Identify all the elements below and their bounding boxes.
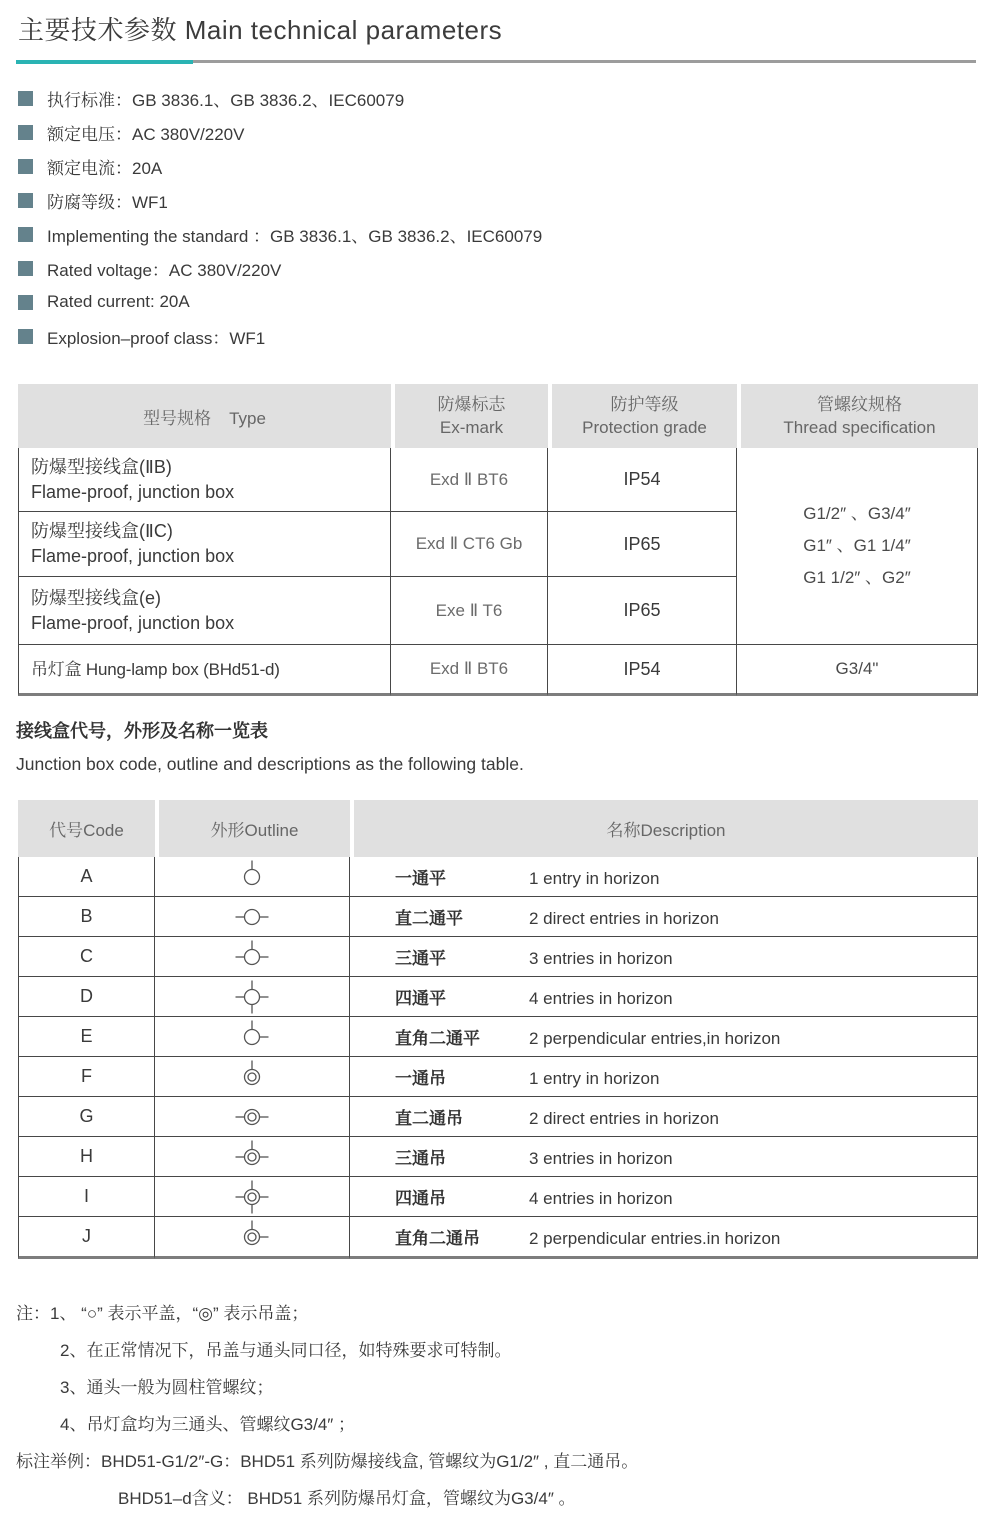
col-header-code: 代号Code <box>18 800 155 857</box>
description-cell <box>350 1177 978 1217</box>
note-line: 2、在正常情况下，吊盖与通头同口径，如特殊要求可特制。 <box>60 1341 512 1360</box>
outline-cell <box>155 857 350 897</box>
description-cell <box>350 1057 978 1097</box>
description-zh: 直角二通平 <box>395 1029 480 1048</box>
outline-cell <box>155 937 350 977</box>
table-row <box>18 1177 978 1217</box>
title-underline <box>16 60 1000 65</box>
protection-cell: IP54 <box>548 448 737 512</box>
protection-cell: IP54 <box>548 645 737 696</box>
outline-cell <box>155 1217 350 1259</box>
description-cell <box>350 857 978 897</box>
spec-item <box>18 251 1000 285</box>
header-en: Type <box>229 408 266 428</box>
outline-cell <box>155 1177 350 1217</box>
note-line: 标注举例：BHD51-G1/2″-G：BHD51 系列防爆接线盒, 管螺纹为G1/2″ , 直二通吊。 <box>16 1452 639 1471</box>
code-cell: J <box>18 1217 155 1259</box>
type-en: Flame-proof, junction box <box>31 612 235 633</box>
code-cell: D <box>18 977 155 1017</box>
description-en: 4 entries in horizon <box>529 989 673 1008</box>
description-en: 3 entries in horizon <box>529 1149 673 1168</box>
spec-item <box>18 183 1000 217</box>
ex-mark-cell: Exd Ⅱ CT6 Gb <box>391 512 548 577</box>
description-cell <box>350 1017 978 1057</box>
col-header-ex-mark <box>391 384 548 448</box>
header-zh: 防护等级 <box>610 395 679 414</box>
section2-title-zh: 接线盒代号，外形及名称一览表 <box>16 721 268 741</box>
technical-parameters-table <box>18 384 978 696</box>
description-zh: 三通平 <box>395 949 446 968</box>
description-zh: 三通吊 <box>395 1149 446 1168</box>
type-en: Flame-proof, junction box <box>31 546 235 566</box>
header-en: Protection grade <box>582 418 707 437</box>
table-header-row <box>18 800 978 857</box>
outline-cell <box>155 1137 350 1177</box>
outline-cell <box>155 897 350 937</box>
junction-outline-icon <box>155 898 349 936</box>
spec-item <box>18 149 1000 183</box>
spec-text: Rated voltage：AC 380V/220V <box>47 260 282 280</box>
code-cell: C <box>18 937 155 977</box>
thread-line: G1 1/2″ 、G2″ <box>803 568 911 587</box>
junction-outline-icon <box>155 1138 349 1176</box>
header-en: Thread specification <box>783 418 936 437</box>
description-en: 2 perpendicular entries,in horizon <box>529 1029 781 1048</box>
table-row <box>18 857 978 897</box>
code-cell: G <box>18 1097 155 1137</box>
description-en: 2 perpendicular entries.in horizon <box>529 1229 781 1248</box>
code-cell: I <box>18 1177 155 1217</box>
note-line: 4、吊灯盒均为三通头、管螺纹G3/4″ ； <box>60 1415 356 1434</box>
description-zh: 直二通平 <box>395 909 463 928</box>
type-cell <box>18 512 391 577</box>
type-cell <box>18 448 391 512</box>
spec-text: Rated current: 20A <box>47 292 190 311</box>
table-header-row <box>18 384 978 448</box>
col-header-outline: 外形Outline <box>155 800 350 857</box>
table-row <box>18 1017 978 1057</box>
table-row <box>18 448 978 512</box>
description-cell <box>350 977 978 1017</box>
code-cell: H <box>18 1137 155 1177</box>
square-bullet-icon <box>18 193 33 208</box>
outline-cell <box>155 1097 350 1137</box>
spec-text: 防腐等级：WF1 <box>47 192 168 212</box>
spec-item <box>18 115 1000 149</box>
spec-item <box>18 319 1000 353</box>
protection-cell: IP65 <box>548 577 737 645</box>
outline-cell <box>155 1057 350 1097</box>
section2-title-en: Junction box code, outline and descriptions as the following table. <box>16 754 524 774</box>
notes-block <box>16 1295 1000 1517</box>
junction-outline-icon <box>155 1058 349 1096</box>
description-en: 4 entries in horizon <box>529 1189 673 1208</box>
square-bullet-icon <box>18 295 33 310</box>
thread-spec-merged-cell <box>737 448 978 645</box>
col-header-description: 名称Description <box>350 800 978 857</box>
page-title: 主要技术参数 Main technical parameters <box>18 15 503 45</box>
type-en: Flame-proof, junction box <box>31 481 235 502</box>
spec-text: 执行标准：GB 3836.1、GB 3836.2、IEC60079 <box>47 90 405 110</box>
description-cell <box>350 1217 978 1259</box>
note-line: BHD51–d含义： BHD51 系列防爆吊灯盒，管螺纹为G3/4″ 。 <box>118 1489 576 1508</box>
note-line: 注：1、 “○” 表示平盖，“◎” 表示吊盖； <box>16 1304 309 1323</box>
col-header-thread-spec <box>737 384 978 448</box>
description-en: 2 direct entries in horizon <box>529 1109 719 1128</box>
outline-cell <box>155 1017 350 1057</box>
description-zh: 四通吊 <box>395 1189 446 1208</box>
junction-outline-icon <box>155 1218 349 1256</box>
description-zh: 一通平 <box>395 869 446 888</box>
title-underline-accent <box>16 60 193 64</box>
description-en: 1 entry in horizon <box>529 1069 660 1088</box>
type-cell <box>18 577 391 645</box>
description-cell <box>350 937 978 977</box>
table-row <box>18 897 978 937</box>
header-zh: 型号规格 <box>143 408 212 428</box>
table-row <box>18 937 978 977</box>
type-zh: 防爆型接线盒(e) <box>31 587 161 608</box>
title-underline-gray <box>193 60 976 63</box>
spec-text: 额定电流：20A <box>47 158 163 178</box>
description-cell <box>350 1137 978 1177</box>
table-row <box>18 645 978 696</box>
description-zh: 直二通吊 <box>395 1109 463 1128</box>
square-bullet-icon <box>18 227 33 242</box>
code-cell: A <box>18 857 155 897</box>
spec-text: 额定电压：AC 380V/220V <box>47 124 245 144</box>
description-en: 1 entry in horizon <box>529 869 660 888</box>
description-zh: 一通吊 <box>395 1069 446 1088</box>
spec-item <box>18 217 1000 251</box>
table-row <box>18 1137 978 1177</box>
table-row <box>18 977 978 1017</box>
thread-line: G1″ 、G1 1/4″ <box>803 536 911 555</box>
ex-mark-cell: Exd Ⅱ BT6 <box>391 645 548 696</box>
code-cell: F <box>18 1057 155 1097</box>
header-zh: 管螺纹规格 <box>817 395 902 414</box>
junction-outline-icon <box>155 1098 349 1136</box>
note-line: 3、通头一般为圆柱管螺纹； <box>60 1378 274 1397</box>
thread-spec-lines <box>803 498 910 594</box>
outline-cell <box>155 977 350 1017</box>
table-row <box>18 1097 978 1137</box>
description-cell <box>350 897 978 937</box>
ex-mark-cell: Exd Ⅱ BT6 <box>391 448 548 512</box>
header-zh: 防爆标志 <box>437 395 506 414</box>
table-row <box>18 1217 978 1259</box>
description-en: 2 direct entries in horizon <box>529 909 719 928</box>
table-row <box>18 1057 978 1097</box>
junction-outline-icon <box>155 938 349 976</box>
junction-outline-icon <box>155 978 349 1016</box>
type-zh: 防爆型接线盒(ⅡC) <box>31 521 173 541</box>
junction-outline-icon <box>155 1178 349 1216</box>
ex-mark-cell: Exe Ⅱ T6 <box>391 577 548 645</box>
junction-box-code-table <box>18 800 978 1259</box>
code-cell: B <box>18 897 155 937</box>
header-en: Ex-mark <box>439 418 504 437</box>
col-header-protection-grade <box>548 384 737 448</box>
description-cell <box>350 1097 978 1137</box>
square-bullet-icon <box>18 261 33 276</box>
junction-outline-icon <box>155 858 349 896</box>
type-cell: 吊灯盒 Hung-lamp box (BHd51-d) <box>18 645 391 696</box>
description-en: 3 entries in horizon <box>529 949 673 968</box>
col-header-type <box>18 384 391 448</box>
square-bullet-icon <box>18 329 33 344</box>
junction-outline-icon <box>155 1018 349 1056</box>
spec-list <box>18 81 1000 353</box>
code-cell: E <box>18 1017 155 1057</box>
spec-item <box>18 81 1000 115</box>
thread-spec-cell: G3/4" <box>737 645 978 696</box>
thread-line: G1/2″ 、G3/4″ <box>803 504 911 523</box>
protection-cell: IP65 <box>548 512 737 577</box>
spec-text: Implementing the standard ：GB 3836.1、GB 3836.2、IEC60079 <box>47 226 543 246</box>
description-zh: 四通平 <box>395 989 446 1008</box>
square-bullet-icon <box>18 91 33 106</box>
description-zh: 直角二通吊 <box>395 1229 480 1248</box>
spec-text: Explosion–proof class：WF1 <box>47 328 266 348</box>
spec-item <box>18 285 1000 319</box>
type-zh: 防爆型接线盒(ⅡB) <box>31 456 172 477</box>
square-bullet-icon <box>18 125 33 140</box>
square-bullet-icon <box>18 159 33 174</box>
